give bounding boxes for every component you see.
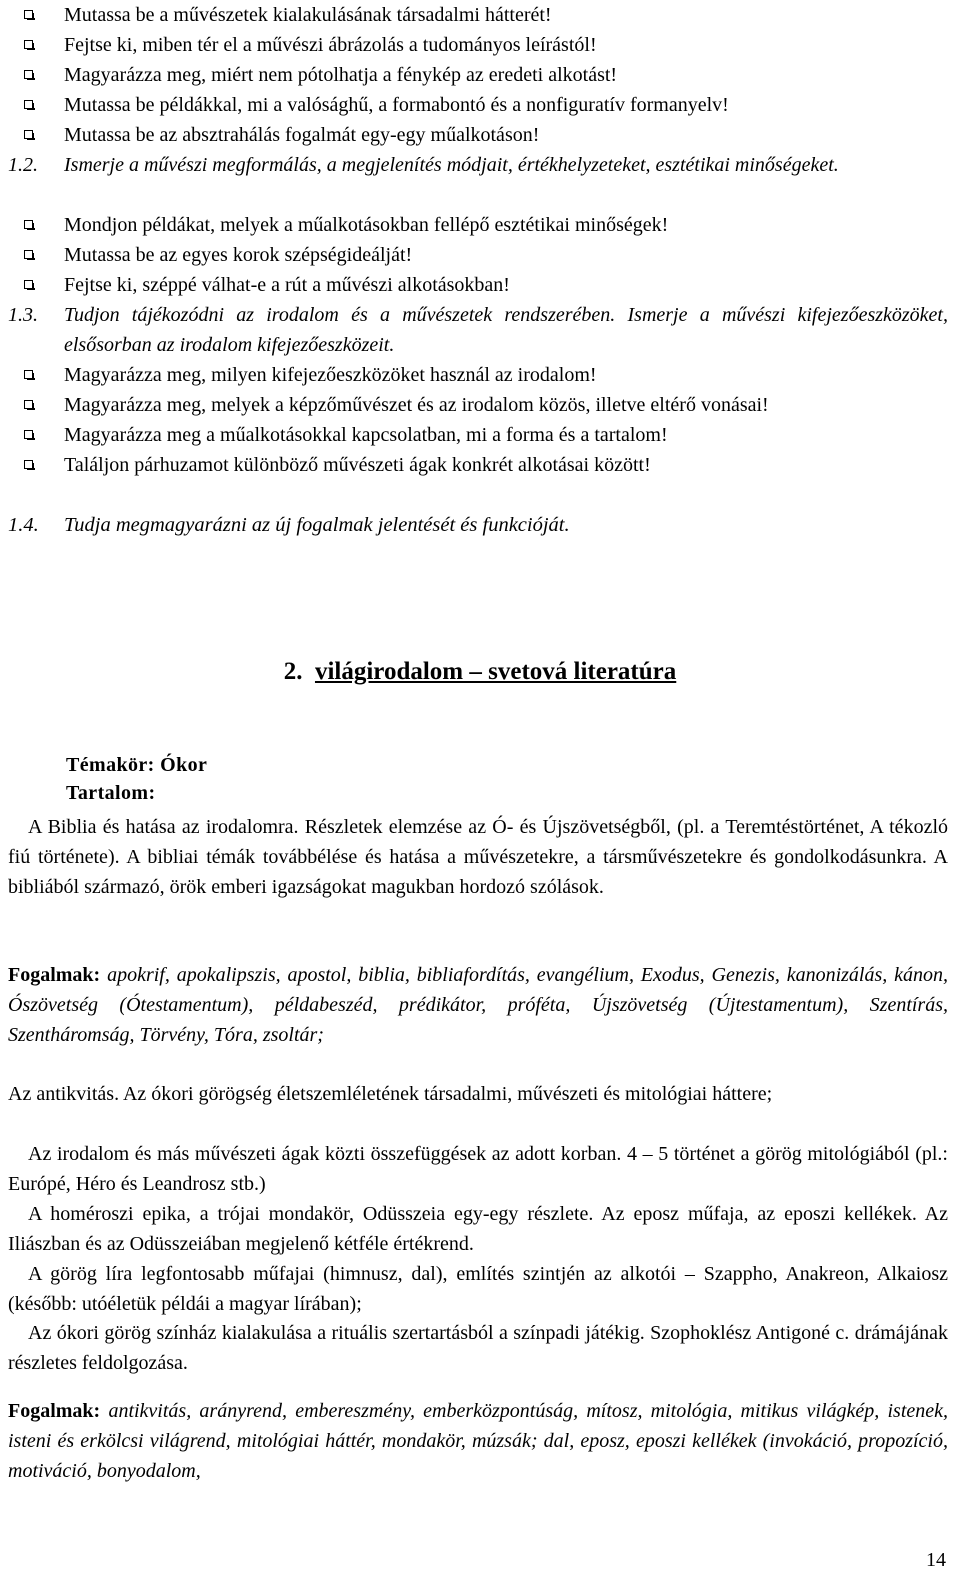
bullet-item: Mutassa be az absztrahálás fogalmát egy-egy műalkotáson! [8,120,948,150]
page-number: 14 [926,1549,946,1571]
bullet-item: Fejtse ki, miben tér el a művészi ábrázolás a tudományos leírástól! [8,30,948,60]
checkbox-bullet-icon [24,40,33,49]
topic-label: Témakör: Ókor [66,754,208,776]
objective-text: Tudjon tájékozódni az irodalom és a művészetek rendszerében. Ismerje a művészi kifejezőeszközöket, elsősorban az irodalom kifejezőeszközeit. [64,304,948,356]
antiquity-paragraph-4: A görög líra legfontosabb műfajai (himnusz, dal), említés szintjén az alkotói – Szappho, Anakreon, Alkaiosz (később: utóéletük példái a magyar lírában); [8,1263,948,1315]
section-heading [0,655,960,689]
content-paragraph: A Biblia és hatása az irodalomra. Részletek elemzése az Ó- és Újszövetségből, (pl. a Teremtéstörténet, A tékozló fiú története). A bibliai témák továbbélése és hatása a művészetekre, a társművészetekre és gondolkodásunkra. A bibliából származó, örök emberi igazságokat magukban hordozó szólások. [8,816,948,898]
antiquity-paragraph-5: Az ókori görög színház kialakulása a rituális szertartásból a színpadi játékig. Szophoklész Antigoné c. drámájának részletes feldolgozása. [8,1322,948,1374]
concepts-label: Fogalmak: [8,964,101,986]
bullet-item: Mutassa be az egyes korok szépségideálját! [8,240,948,270]
checkbox-bullet-icon [24,70,33,79]
section-title: világirodalom – svetová literatúra [314,658,677,685]
objective-1-2 [8,150,948,180]
section-number: 2. [283,658,303,685]
objective-number: 1.4. [8,514,39,536]
checkbox-bullet-icon [24,250,33,259]
objective-number: 1.3. [8,304,38,326]
objective-1-3 [8,300,948,360]
concepts-list: apokrif, apokalipszis, apostol, biblia, bibliafordítás, evangélium, Exodus, Genezis, kanonizálás, kánon, Ószövetség (Ótestamentum), példabeszéd, prédikátor, próféta, Újszövetség (Újtestamentum), Szentírás, Szentháromság, Törvény, Tóra, zsoltár; [8,964,949,1046]
bullet-item: Magyarázza meg, melyek a képzőművészet és az irodalom közös, illetve eltérő vonásai! [8,390,948,420]
antiquity-paragraph-2: Az irodalom és más művészeti ágak közti összefüggések az adott korban. 4 – 5 történet a görög mitológiából (pl.: Európé, Héro és Leandrosz stb.) [8,1143,948,1195]
checkbox-bullet-icon [24,280,33,289]
bullet-item: Mutassa be a művészetek kialakulásának társadalmi hátterét! [8,0,948,30]
concepts-paragraph-1 [8,960,948,1050]
bullet-list-a [8,0,948,150]
bullet-item: Mondjon példákat, melyek a műalkotásokban fellépő esztétikai minőségek! [8,210,948,240]
checkbox-bullet-icon [24,370,33,379]
checkbox-bullet-icon [24,400,33,409]
antiquity-paragraph-3: A homéroszi epika, a trójai mondakör, Odüsszeia egy-egy részlete. Az eposz műfaja, az eposzi kellékek. Az Iliászban és az Odüsszeiában megjelenő kétféle értékrend. [8,1203,948,1255]
checkbox-bullet-icon [24,430,33,439]
bullet-item: Fejtse ki, széppé válhat-e a rút a művészi alkotásokban! [8,270,948,300]
checkbox-bullet-icon [24,130,33,139]
content-label: Tartalom: [66,782,156,804]
bullet-list-b [8,210,948,300]
checkbox-bullet-icon [24,10,33,19]
checkbox-bullet-icon [24,460,33,469]
checkbox-bullet-icon [24,220,33,229]
checkbox-bullet-icon [24,100,33,109]
antiquity-paragraph-1: Az antikvitás. Az ókori görögség életszemléletének társadalmi, művészeti és mitológiai háttere; [8,1083,773,1105]
bullet-item: Találjon párhuzamot különböző művészeti ágak konkrét alkotásai között! [8,450,948,480]
bullet-item: Magyarázza meg a műalkotásokkal kapcsolatban, mi a forma és a tartalom! [8,420,948,450]
concepts-paragraph-2 [8,1396,948,1486]
bullet-item: Magyarázza meg, milyen kifejezőeszközöket használ az irodalom! [8,360,948,390]
objective-number: 1.2. [8,154,38,176]
concepts-label: Fogalmak: [8,1400,101,1422]
objective-1-4 [8,510,948,540]
bullet-list-c [8,360,948,480]
bullet-item: Mutassa be példákkal, mi a valósághű, a formabontó és a nonfiguratív formanyelv! [8,90,948,120]
objective-text: Ismerje a művészi megformálás, a megjelenítés módjait, értékhelyzeteket, esztétikai minőségeket. [64,154,839,176]
objective-text: Tudja megmagyarázni az új fogalmak jelentését és funkcióját. [64,514,570,536]
bullet-item: Magyarázza meg, miért nem pótolhatja a fénykép az eredeti alkotást! [8,60,948,90]
concepts-list: antikvitás, arányrend, embereszmény, emberközpontúság, mítosz, mitológia, mitikus világkép, istenek, isteni és erkölcsi világrend, mitológiai háttér, mondakör, múzsák; dal, eposz, eposzi kellékek (invokáció, propozíció, motiváció, bonyodalom, [8,1400,949,1482]
